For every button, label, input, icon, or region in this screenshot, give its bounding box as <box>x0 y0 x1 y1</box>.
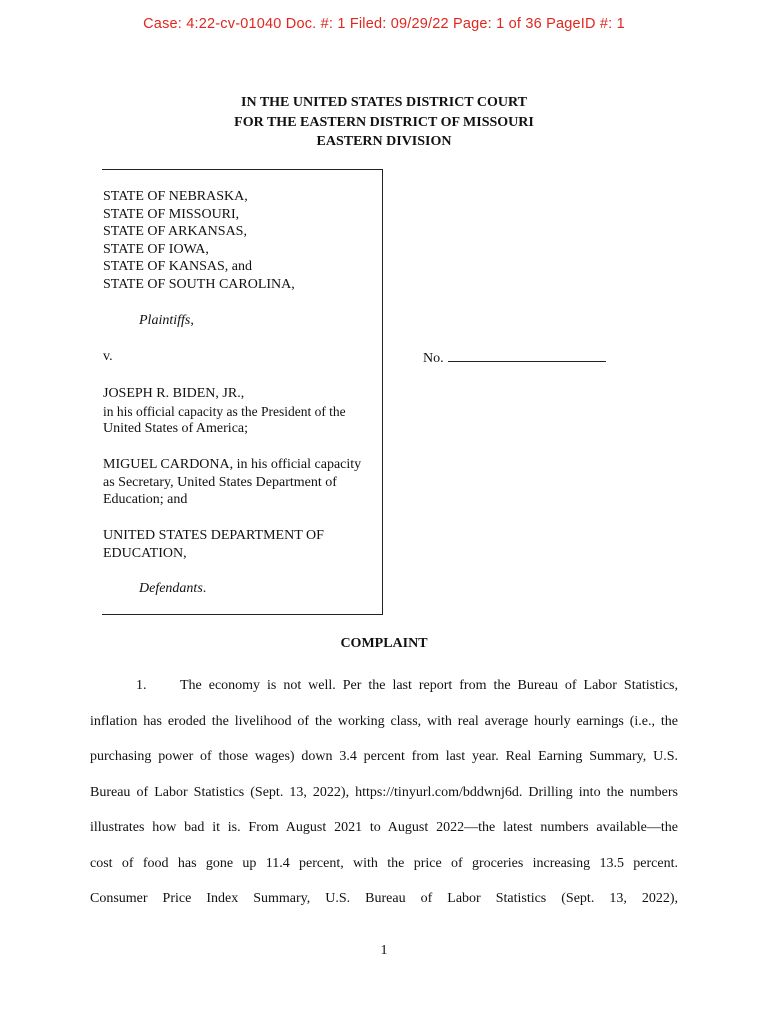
docket-header-stamp: Case: 4:22-cv-01040 Doc. #: 1 Filed: 09/29/22 Page: 1 of 36 PageID #: 1 <box>143 16 625 32</box>
plaintiff-line: STATE OF MISSOURI, <box>103 206 240 222</box>
plaintiffs-label <box>139 312 194 330</box>
paragraph-line-text: inflation has eroded the livelihood of the working class, with real average hourly earnings (i.e., the <box>90 713 678 729</box>
defendants-label-text: Defendants <box>139 581 203 596</box>
defendant-biden-line: JOSEPH R. BIDEN, JR., <box>103 386 245 401</box>
paragraph-line-text: Bureau of Labor Statistics (Sept. 13, 2022), https://tinyurl.com/bddwnj6d. Drilling into the numbers <box>90 784 678 800</box>
paragraph-line <box>90 846 678 882</box>
paragraph-line <box>90 704 678 740</box>
paragraph-1 <box>90 668 678 917</box>
plaintiff-line: STATE OF NEBRASKA, <box>103 189 248 204</box>
plaintiff-line: STATE OF IOWA, <box>103 241 209 257</box>
defendant-doe-line: EDUCATION, <box>103 545 187 561</box>
case-number-blank <box>448 349 606 362</box>
paragraph-line-text: purchasing power of those wages) down 3.4 percent from last year. Real Earning Summary, U.S. <box>90 749 678 764</box>
paragraph-number: 1. <box>136 678 147 693</box>
paragraph-line <box>90 668 678 704</box>
page-number: 1 <box>380 943 388 958</box>
paragraph-line <box>90 881 678 917</box>
plaintiffs-label-text: Plaintiffs <box>139 313 191 328</box>
case-number-label: No. <box>423 351 444 366</box>
plaintiff-line: STATE OF SOUTH CAROLINA, <box>103 276 295 292</box>
paragraph-line <box>90 775 678 811</box>
defendant-cardona-line: as Secretary, United States Department of <box>103 474 337 490</box>
defendant-cardona-line: MIGUEL CARDONA, in his official capacity <box>103 457 362 472</box>
plaintiffs-label-punct: , <box>190 313 194 328</box>
paragraph-line-text: Consumer Price Index Summary, U.S. Bureau of Labor Statistics (Sept. 13, 2022), <box>90 891 678 906</box>
complaint-title: COMPLAINT <box>340 636 428 651</box>
defendant-biden-line: in his official capacity as the President of the <box>103 403 346 419</box>
defendant-biden-line: United States of America; <box>103 421 249 436</box>
defendants-label <box>139 580 206 598</box>
court-heading-line-3: EASTERN DIVISION <box>316 134 452 149</box>
court-heading <box>0 93 768 152</box>
defendant-cardona-line: Education; and <box>103 492 188 507</box>
paragraph-line-text: illustrates how bad it is. From August 2021 to August 2022—the latest numbers available—the <box>90 820 678 835</box>
plaintiff-line: STATE OF ARKANSAS, <box>103 224 247 239</box>
plaintiff-line: STATE OF KANSAS, and <box>103 259 253 274</box>
court-heading-line-2: FOR THE EASTERN DISTRICT OF MISSOURI <box>234 114 534 130</box>
paragraph-line-text: cost of food has gone up 11.4 percent, with the price of groceries increasing 13.5 percent. <box>90 855 678 871</box>
versus: v. <box>103 349 113 364</box>
paragraph-line-text: The economy is not well. Per the last report from the Bureau of Labor Statistics, <box>180 678 678 693</box>
paragraph-line <box>90 739 678 775</box>
defendants-label-punct: . <box>202 581 207 596</box>
court-heading-line-1: IN THE UNITED STATES DISTRICT COURT <box>241 95 527 110</box>
paragraph-line <box>90 810 678 846</box>
case-number-field <box>423 349 606 367</box>
defendant-doe-line: UNITED STATES DEPARTMENT OF <box>103 528 324 543</box>
